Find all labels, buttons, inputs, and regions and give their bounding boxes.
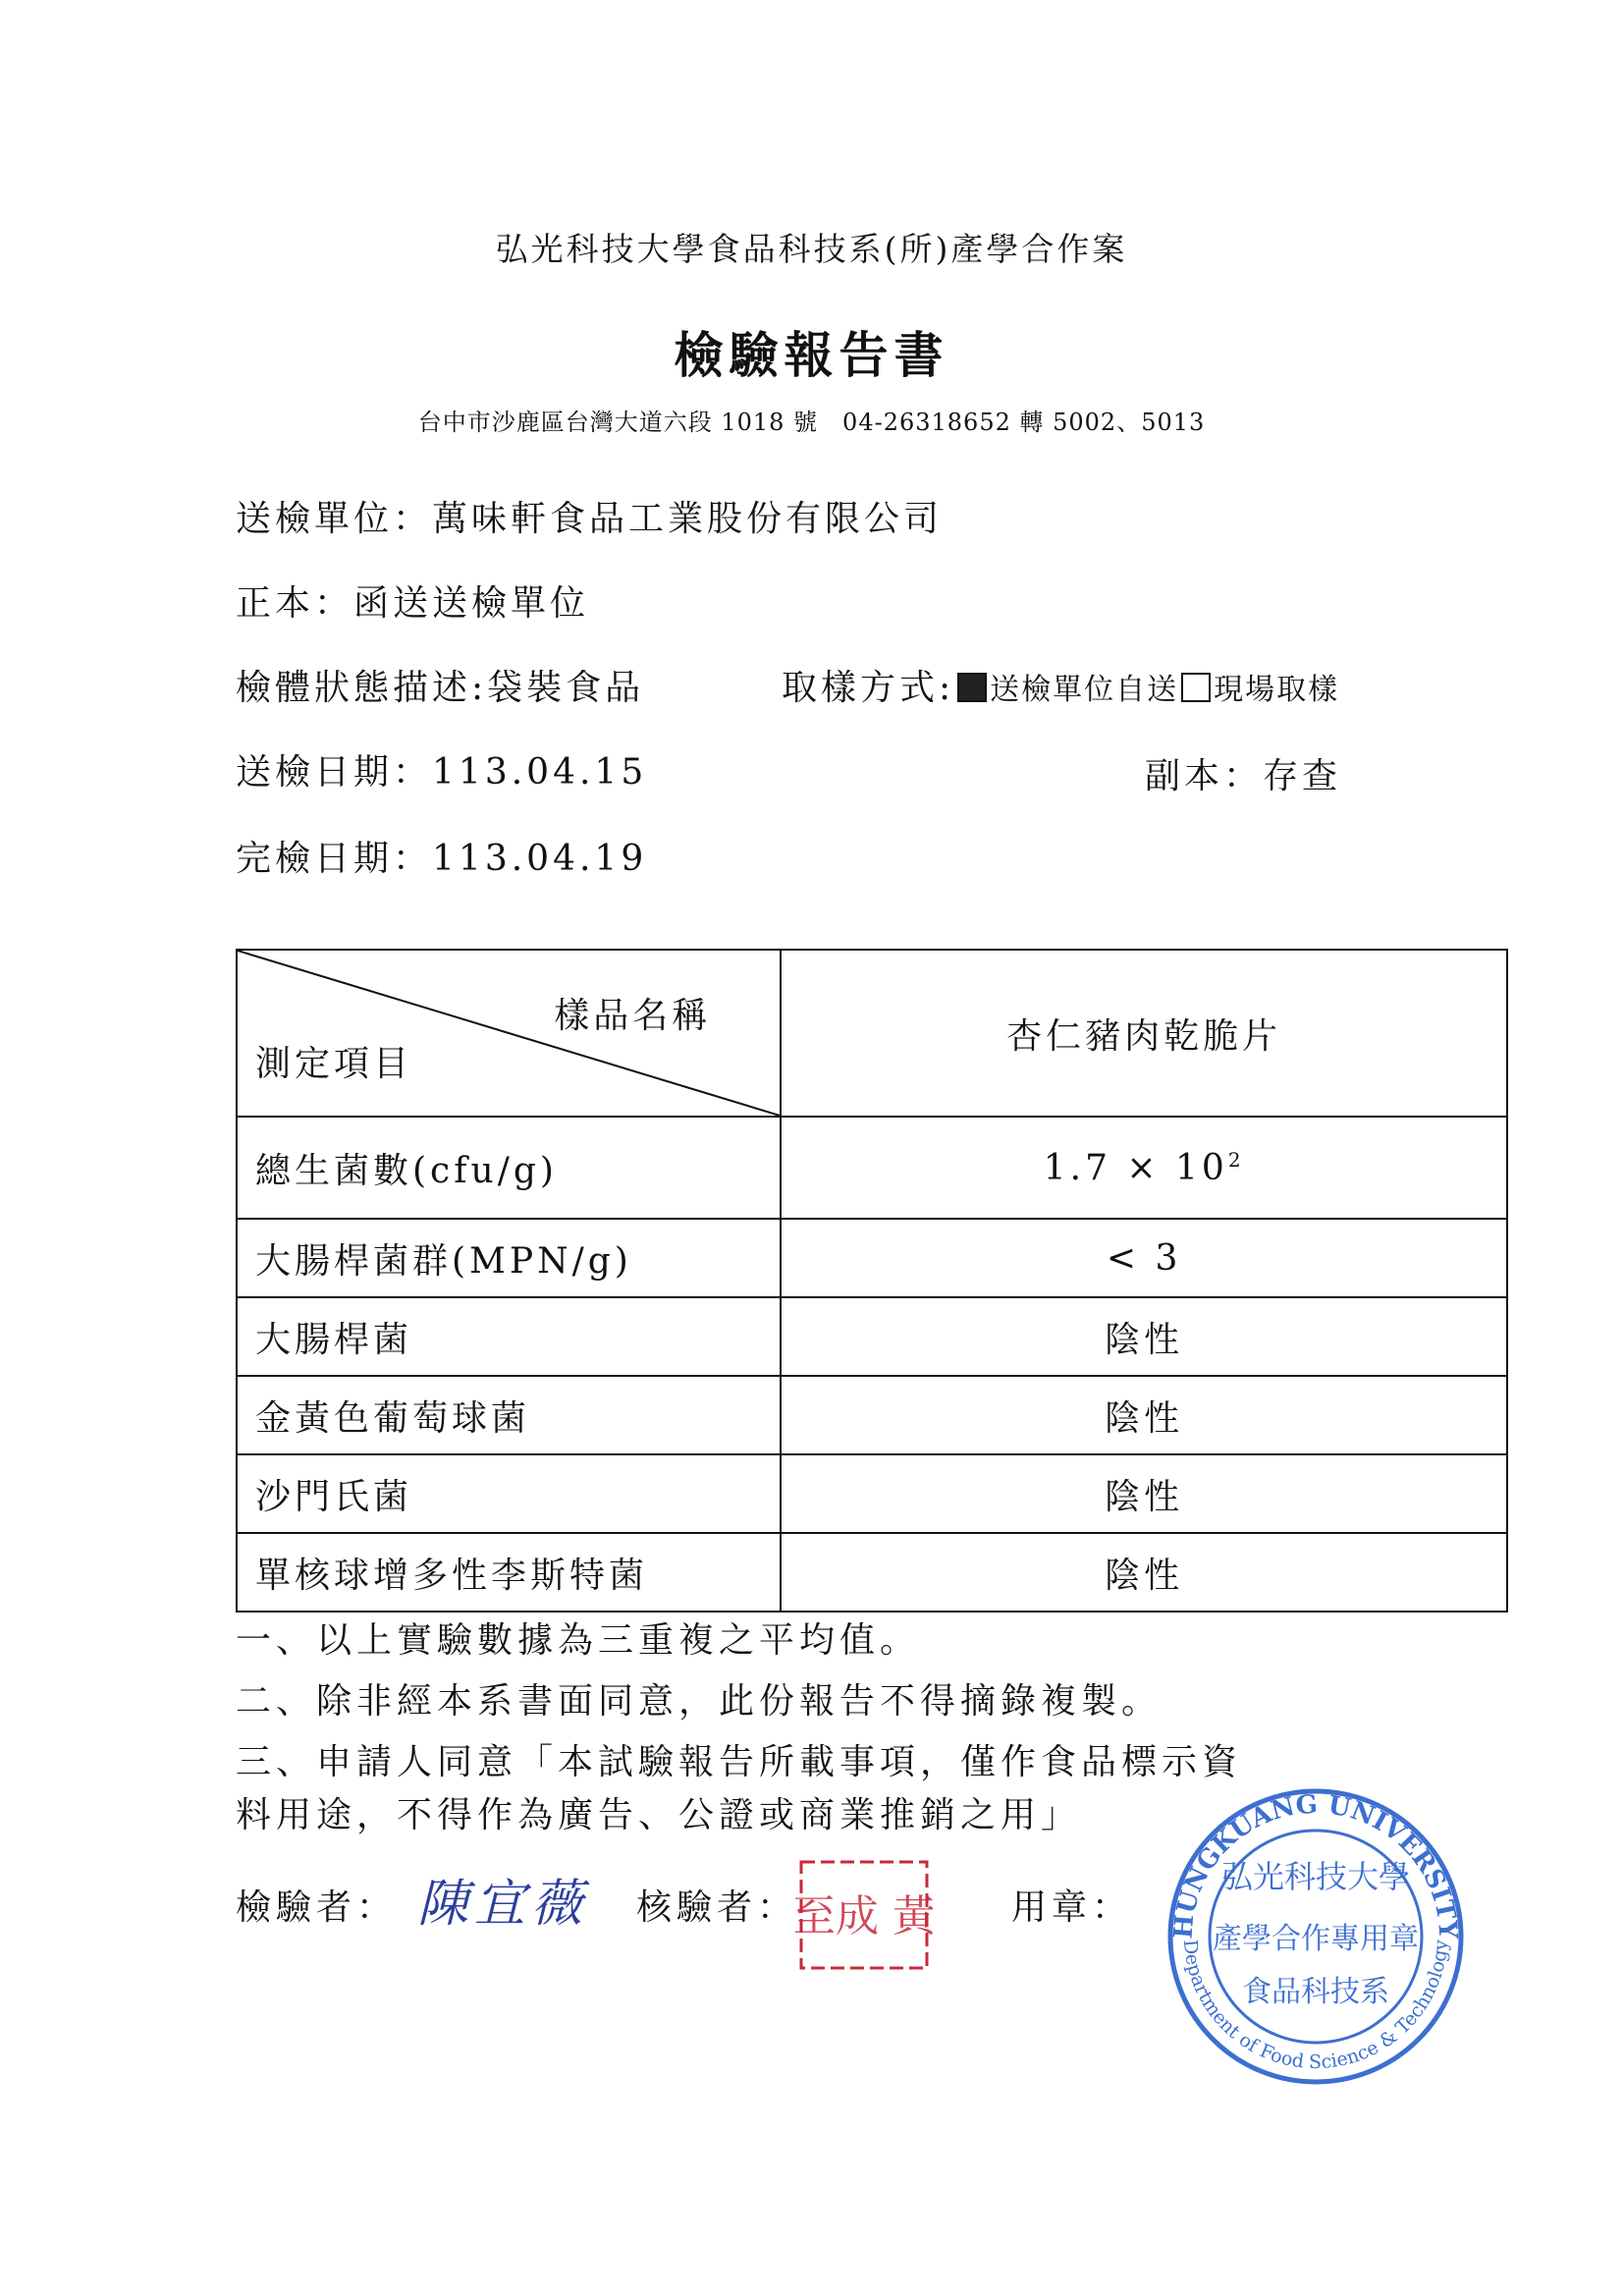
unchecked-box-icon	[1181, 673, 1211, 702]
item-cell: 沙門氏菌	[237, 1454, 781, 1533]
value-cell: 陰性	[781, 1454, 1507, 1533]
submit-date-value: 113.04.15	[432, 752, 648, 793]
reviewer-label: 核驗者：	[636, 1887, 798, 1928]
submitter-field	[236, 491, 943, 541]
submit-date-field	[236, 744, 647, 794]
svg-text:產學合作專用章: 產學合作專用章	[1213, 1922, 1419, 1956]
copy-value: 存查	[1263, 756, 1342, 796]
sampling-option-onsite: 現場取樣	[1214, 673, 1340, 707]
svg-text:至成 黃: 至成 黃	[795, 1891, 933, 1941]
table-header-row	[237, 950, 1507, 1117]
submit-date-label: 送檢日期：	[236, 752, 433, 793]
inspector-signature: 陳宜薇	[417, 1875, 589, 1934]
item-cell: 單核球增多性李斯特菌	[237, 1533, 781, 1612]
header-sample-name: 樣品名稱	[554, 996, 712, 1036]
svg-text:Department of Food Science & T: Department of Food Science & Technology	[1178, 1939, 1453, 2074]
sampling-label: 取樣方式:	[782, 668, 955, 708]
value-cell: 陰性	[781, 1533, 1507, 1612]
sample-state-field	[236, 660, 644, 710]
reviewer-seal-icon	[795, 1856, 933, 1974]
copy-field	[1145, 748, 1341, 798]
inspector-label: 檢驗者：	[236, 1887, 398, 1928]
sampling-option-self: 送檢單位自送	[990, 673, 1179, 707]
table-row	[237, 1533, 1507, 1612]
item-cell: 大腸桿菌	[237, 1297, 781, 1376]
svg-text:弘光科技大學: 弘光科技大學	[1220, 1858, 1411, 1895]
reviewer-seal	[795, 1856, 933, 1974]
svg-text:HUNGKUANG UNIVERSITY: HUNGKUANG UNIVERSITY	[1168, 1789, 1463, 1941]
results-table	[236, 949, 1508, 1613]
university-heading: 弘光科技大學食品科技系(所)產學合作案	[495, 230, 1128, 268]
address-line: 台中市沙鹿區台灣大道六段 1018 號 04-26318652 轉 5002、5013	[417, 409, 1206, 436]
header-test-item: 測定項目	[255, 1044, 413, 1084]
original-value: 函送送檢單位	[353, 583, 590, 624]
table-row	[237, 1376, 1507, 1454]
complete-date-label: 完檢日期：	[236, 839, 433, 879]
original-label: 正本：	[236, 583, 354, 624]
checked-box-icon	[957, 673, 987, 702]
copy-label: 副本：	[1145, 756, 1264, 796]
value-cell: 陰性	[781, 1297, 1507, 1376]
item-cell: 總生菌數(cfu/g)	[237, 1117, 781, 1219]
complete-date-value: 113.04.19	[432, 839, 648, 879]
item-cell: 金黃色葡萄球菌	[237, 1376, 781, 1454]
table-row	[237, 1454, 1507, 1533]
value-base: 1.7 × 10	[1043, 1147, 1228, 1188]
value-cell	[781, 1117, 1507, 1219]
value-exponent: 2	[1227, 1147, 1245, 1172]
note-4: 料用途，不得作為廣告、公證或商業推銷之用」	[236, 1795, 1082, 1835]
diagonal-header-cell	[237, 950, 781, 1117]
note-3: 三、申請人同意「本試驗報告所載事項，僅作食品標示資	[236, 1742, 1243, 1782]
sample-name-cell: 杏仁豬肉乾脆片	[781, 950, 1507, 1117]
sample-state-label: 檢體狀態描述:	[236, 668, 488, 708]
sampling-method-field	[782, 660, 1339, 710]
value-cell: < 3	[781, 1219, 1507, 1297]
note-2: 二、除非經本系書面同意，此份報告不得摘錄複製。	[236, 1681, 1163, 1722]
submitter-value: 萬味軒食品工業股份有限公司	[432, 499, 944, 539]
item-cell: 大腸桿菌群(MPN/g)	[237, 1219, 781, 1297]
submitter-label: 送檢單位：	[236, 499, 433, 539]
value-cell: 陰性	[781, 1376, 1507, 1454]
complete-date-field	[236, 831, 647, 881]
table-row	[237, 1297, 1507, 1376]
university-stamp-icon	[1159, 1779, 1473, 2094]
report-title: 檢驗報告書	[674, 326, 949, 384]
university-stamp	[1159, 1779, 1473, 2094]
table-row	[237, 1219, 1507, 1297]
stamp-label: 用章：	[1011, 1887, 1133, 1928]
sample-state-value: 袋裝食品	[487, 668, 645, 708]
svg-text:食品科技系: 食品科技系	[1242, 1975, 1389, 2009]
table-row	[237, 1117, 1507, 1219]
note-1: 一、以上實驗數據為三重複之平均值。	[236, 1620, 921, 1661]
original-field	[236, 575, 589, 626]
